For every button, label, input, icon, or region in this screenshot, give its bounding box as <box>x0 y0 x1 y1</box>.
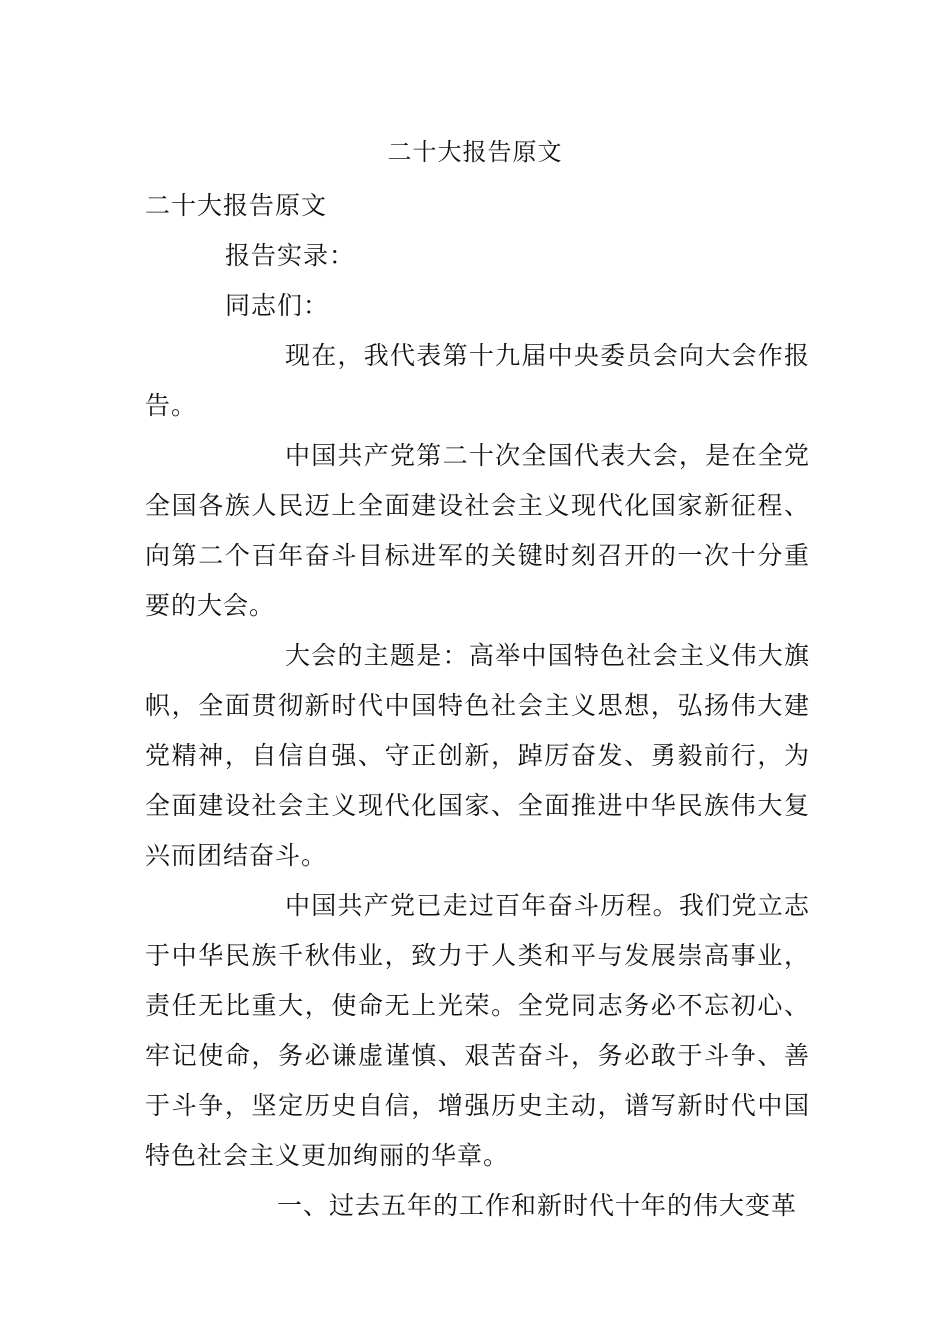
paragraph-salutation: 同志们： <box>225 291 330 320</box>
section-heading: 一、过去五年的工作和新时代十年的伟大变革 <box>277 1191 798 1220</box>
paragraph-report-record: 报告实录： <box>225 241 356 270</box>
paragraph-body: 现在，我代表第十九届中央委员会向大会作报告。 <box>145 341 810 420</box>
paragraph-body: 大会的主题是：高举中国特色社会主义伟大旗帜，全面贯彻新时代中国特色社会主义思想，弘扬伟大建党精神，自信自强、守正创新，踔厉奋发、勇毅前行，为全面建设社会主义现代化国家、全面推进中华民族伟大复兴而团结奋斗。 <box>145 641 810 870</box>
document-body <box>145 181 810 1231</box>
paragraph-heading: 二十大报告原文 <box>145 191 328 220</box>
document-title: 二十大报告原文 <box>387 138 563 166</box>
paragraph-body: 中国共产党第二十次全国代表大会，是在全党全国各族人民迈上全面建设社会主义现代化国家新征程、向第二个百年奋斗目标进军的关键时刻召开的一次十分重要的大会。 <box>145 441 810 620</box>
paragraph-body: 中国共产党已走过百年奋斗历程。我们党立志于中华民族千秋伟业，致力于人类和平与发展崇高事业，责任无比重大，使命无上光荣。全党同志务必不忘初心、牢记使命，务必谦虚谨慎、艰苦奋斗，务必敢于斗争、善于斗争，坚定历史自信，增强历史主动，谱写新时代中国特色社会主义更加绚丽的华章。 <box>145 891 810 1170</box>
